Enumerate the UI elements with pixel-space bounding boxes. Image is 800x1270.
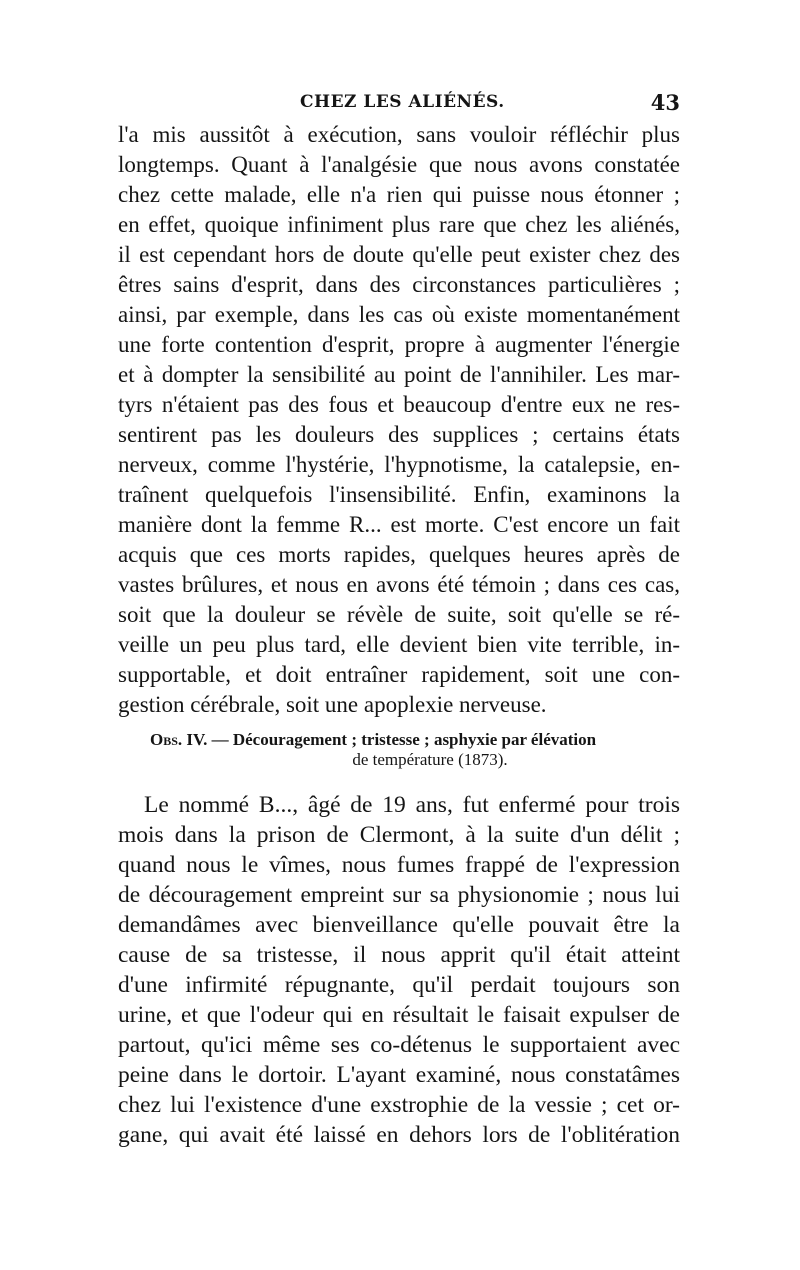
text-line: quand nous le vîmes, nous fumes frappé de l'expression (118, 852, 680, 878)
text-line: Le nommé B..., âgé de 19 ans, fut enfermé pour trois (144, 792, 680, 818)
running-head (0, 92, 800, 118)
text-line: de découragement empreint sur sa physionomie ; nous lui (118, 882, 680, 908)
text-line: une forte contention d'esprit, propre à augmenter l'énergie (118, 332, 680, 357)
text-line: tyrs n'étaient pas des fous et beaucoup d'entre eux ne res- (118, 392, 680, 417)
text-line: d'une infirmité répugnante, qu'il perdait toujours son (118, 972, 680, 998)
page-number: 43 (650, 90, 680, 115)
observation-heading (150, 730, 650, 770)
text-line: chez lui l'existence d'une exstrophie de la vessie ; cet or- (118, 1092, 680, 1118)
observation-title: — Découragement ; tristesse ; asphyxie par élévation (207, 730, 597, 749)
text-line: gestion cérébrale, soit une apoplexie nerveuse. (118, 692, 547, 717)
text-line: ainsi, par exemple, dans les cas où existe momentanément (118, 302, 680, 327)
running-title: CHEZ LES ALIÉNÉS. (300, 92, 505, 112)
text-line: êtres sains d'esprit, dans des circonstances particulières ; (118, 272, 680, 297)
observation-label: Obs. IV. (150, 730, 208, 749)
observation-title-line-1 (150, 730, 650, 750)
text-line: en effet, quoique infiniment plus rare que chez les aliénés, (118, 212, 680, 237)
text-line: il est cependant hors de doute qu'elle peut exister chez des (118, 242, 680, 267)
text-line: veille un peu plus tard, elle devient bien vite terrible, in- (118, 632, 680, 657)
text-line: partout, qu'ici même ses co-détenus le supportaient avec (118, 1032, 680, 1058)
text-line: longtemps. Quant à l'analgésie que nous avons constatée (118, 152, 680, 177)
text-line: l'a mis aussitôt à exécution, sans vouloir réfléchir plus (118, 122, 680, 147)
text-line: vastes brûlures, et nous en avons été témoin ; dans ces cas, (118, 572, 680, 597)
text-line: sentirent pas les douleurs des supplices ; certains états (118, 422, 680, 447)
text-line: manière dont la femme R... est morte. C'est encore un fait (118, 512, 680, 537)
text-line: cause de sa tristesse, il nous apprit qu'il était atteint (118, 942, 680, 968)
text-line: chez cette malade, elle n'a rien qui puisse nous étonner ; (118, 182, 680, 207)
text-line: soit que la douleur se révèle de suite, soit qu'elle se ré- (118, 602, 680, 627)
observation-title-line-2: de température (1873). (352, 750, 508, 769)
text-line: acquis que ces morts rapides, quelques heures après de (118, 542, 680, 567)
text-line: nerveux, comme l'hystérie, l'hypnotisme, la catalepsie, en- (118, 452, 680, 477)
text-line: mois dans la prison de Clermont, à la suite d'un délit ; (118, 822, 680, 848)
paragraph-2 (118, 790, 680, 1150)
text-line: gane, qui avait été laissé en dehors lors de l'oblitération (118, 1122, 680, 1148)
text-line: traînent quelquefois l'insensibilité. Enfin, examinons la (118, 482, 680, 507)
text-line: et à dompter la sensibilité au point de l'annihiler. Les mar- (118, 362, 680, 387)
text-line: demandâmes avec bienveillance qu'elle pouvait être la (118, 912, 680, 938)
text-line: urine, et que l'odeur qui en résultait le faisait expulser de (118, 1002, 680, 1028)
text-line: peine dans le dortoir. L'ayant examiné, nous constatâmes (118, 1062, 680, 1088)
text-line: supportable, et doit entraîner rapidement, soit une con- (118, 662, 680, 687)
paragraph-1 (118, 120, 680, 720)
